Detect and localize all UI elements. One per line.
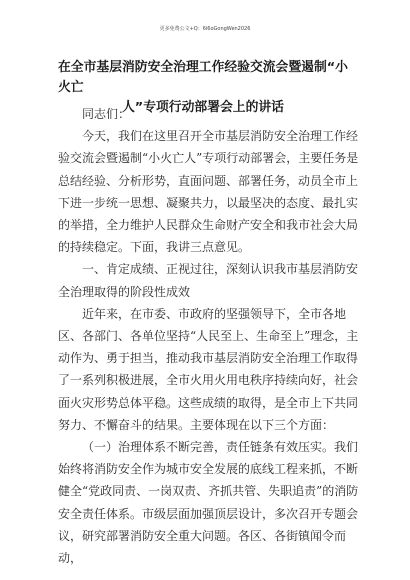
title-line-2: 人”专项行动部署会上的讲话 [122,100,284,115]
header-note: 更多免费公文+Q：6i6oGongWen2026 [159,26,251,32]
document-body [58,103,364,569]
title-line-1: 在全市基层消防安全治理工作经验交流会暨遏制“小火亡 [58,60,348,95]
section-heading-1: 一、肯定成绩、正视过往，深刻认识我市基层消防安全治理取得的阶段性成效 [58,262,359,299]
paragraph-achievements: 近年来，在市委、市政府的坚强领导下，全市各地区、各部门、各单位坚持“人民至上、生命至上”理念，主动作为、勇于担当，推动我市基层消防安全治理工作取得了一系列积极进展，全市火用火用电秩序持续向好，社会面火灾形势总体平稳。这些成绩的取得，是全市上下共同努力、不懈奋斗的结果。主要体现在以下三个方面： [58,306,359,432]
paragraph-subsection-1: （一）治理体系不断完善，责任链条有效压实。我们始终将消防安全作为城市安全发展的底线工程来抓，不断健全“党政同责、一岗双责、齐抓共管、失职追责”的消防安全责任体系。市级层面加强顶层设计，多次召开专题会议，研究部署消防安全重大问题。各区、各街镇闻令而动， [58,440,359,566]
greeting: 同志们： [82,107,131,121]
paragraph-intro: 今天，我们在这里召开全市基层消防安全治理工作经验交流会暨遏制“小火亡人”专项行动部署会，主要任务是总结经验、分析形势，直面问题、部署任务，动员全市上下进一步统一思想、凝聚共力，以最坚决的态度、最扎实的举措，全力维护人民群众生命财产安全和我市社会大局的持续稳定。下面，我讲三点意见。 [58,129,359,255]
